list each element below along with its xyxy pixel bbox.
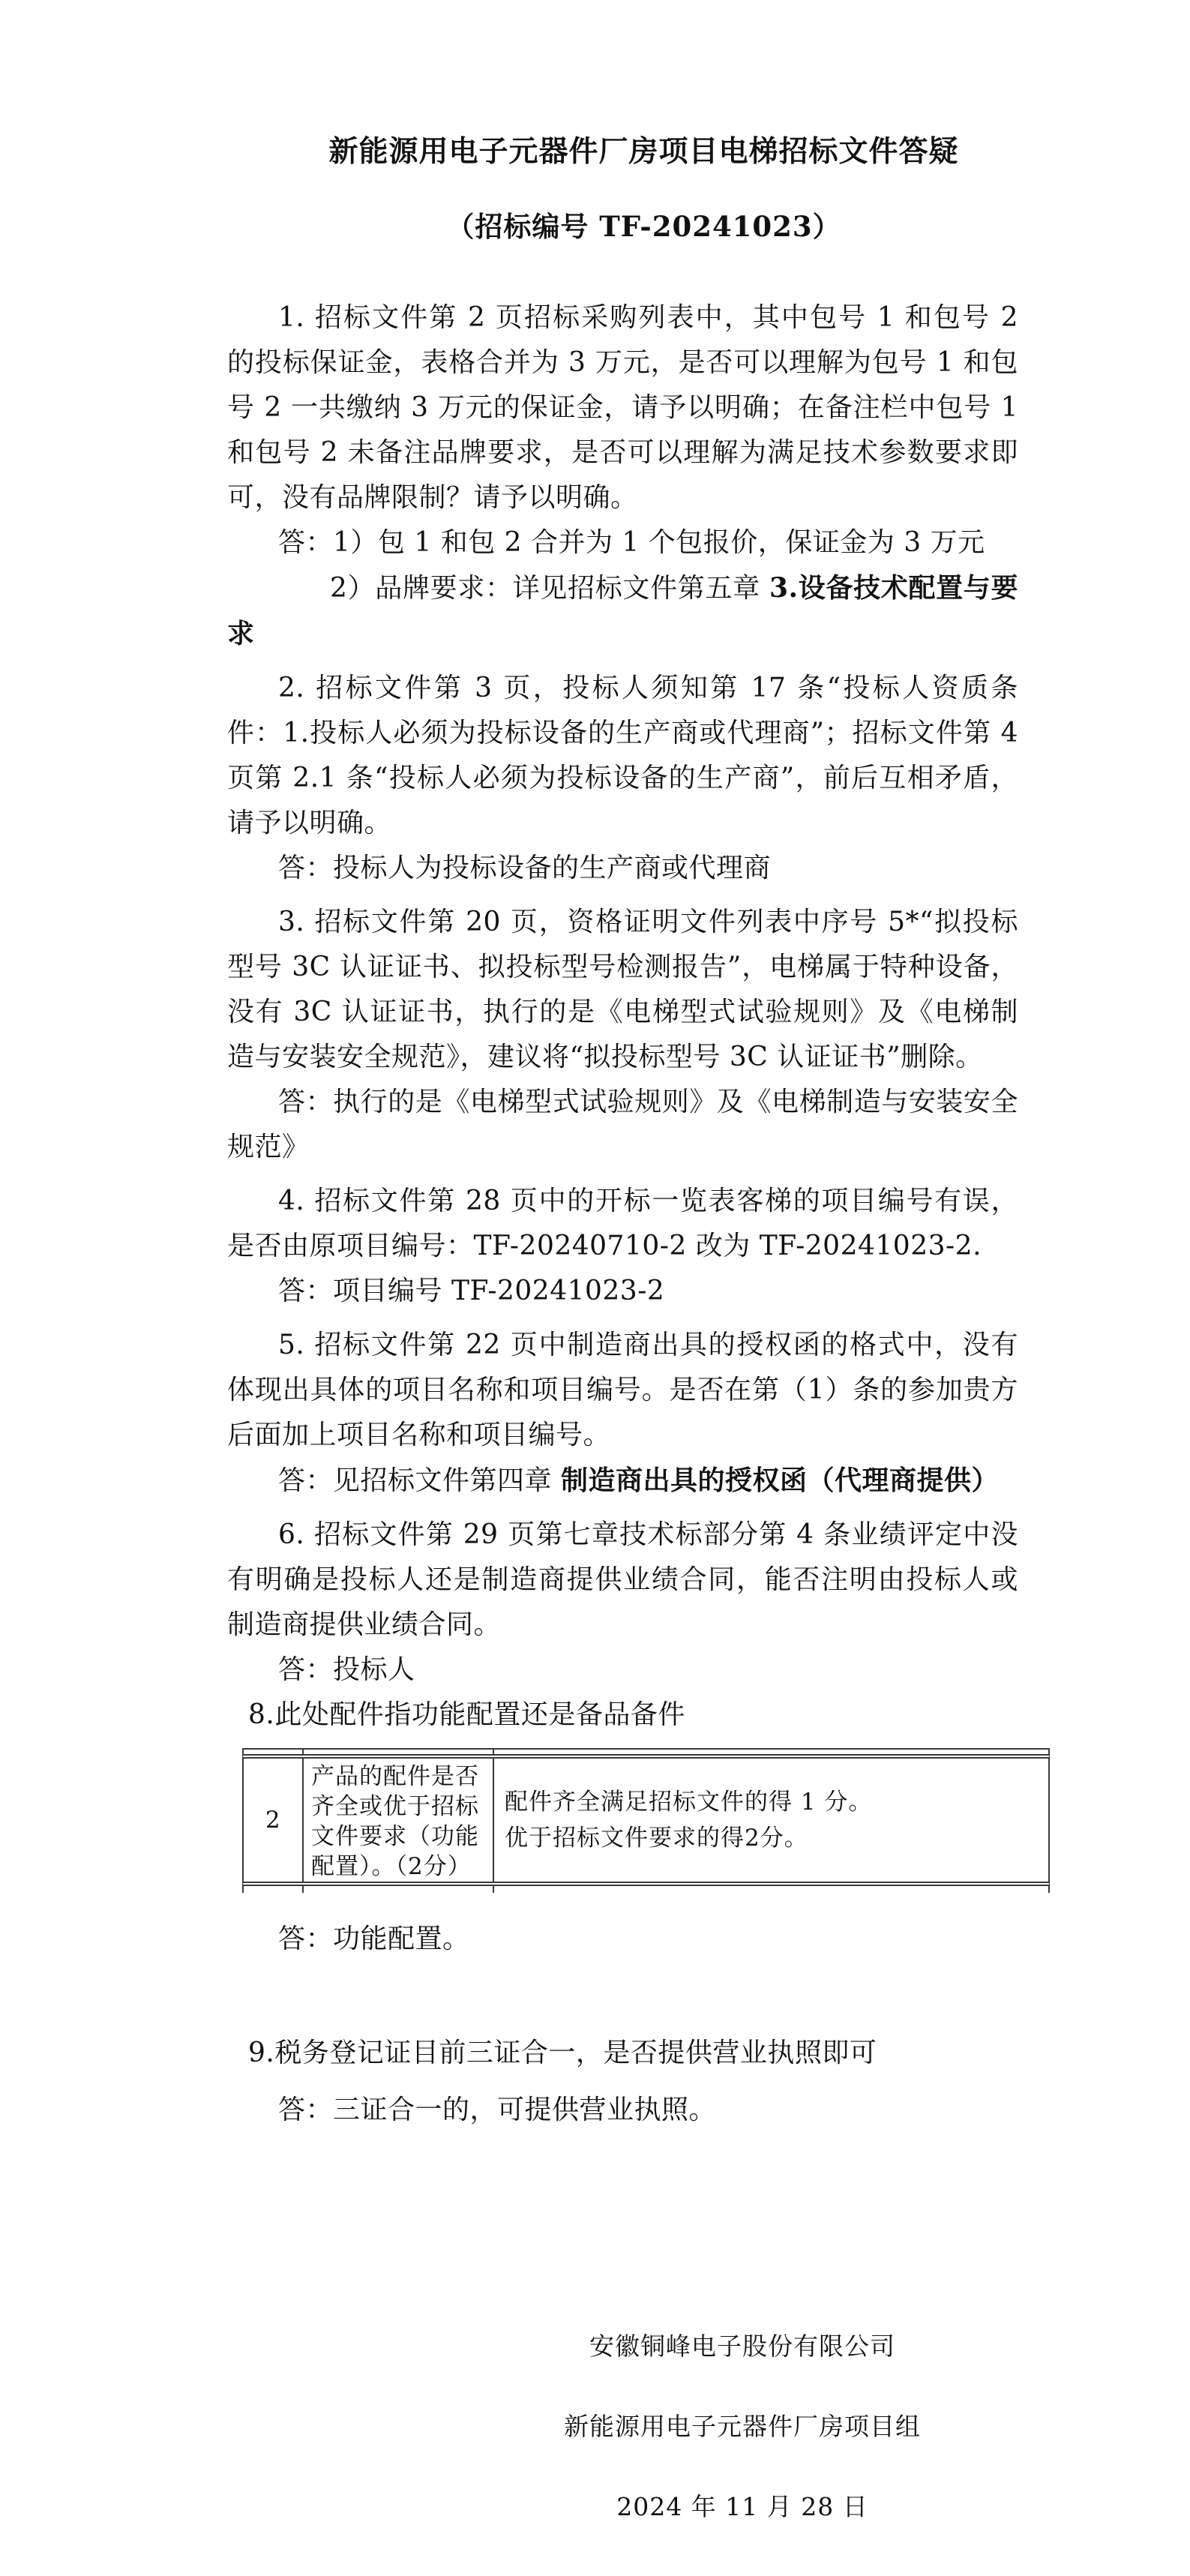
- footer-date: 2024 年 11 月 28 日: [616, 2492, 868, 2521]
- answer-8: 答：功能配置。: [278, 1924, 470, 1954]
- table-row: [242, 1759, 1050, 1886]
- scoring-line-1: 配件齐全满足招标文件的得 1 分。: [505, 1789, 873, 1816]
- table-clipped-row-top: [242, 1748, 1050, 1759]
- answer-1-line-1: 答：1）包 1 和包 2 合并为 1 个包报价，保证金为 3 万元: [278, 527, 985, 558]
- document-header: [0, 0, 1190, 249]
- answer-2: 答：投标人为投标设备的生产商或代理商: [278, 853, 772, 883]
- question-6: 6. 招标文件第 29 页第七章技术标部分第 4 条业绩评定中没有明确是投标人还是制造商提供业绩合同，能否注明由投标人或制造商提供业绩合同。: [227, 1519, 1018, 1640]
- answer-3: 答：执行的是《电梯型式试验规则》及《电梯制造与安装安全规范》: [227, 1087, 1018, 1162]
- answer-9: 答：三证合一的，可提供营业执照。: [278, 2095, 717, 2125]
- question-5: 5. 招标文件第 22 页中制造商出具的授权函的格式中，没有体现出具体的项目名称和项目编号。是否在第（1）条的参加贵方后面加上项目名称和项目编号。: [227, 1330, 1018, 1450]
- answer-4: 答：项目编号 TF-20241023-2: [278, 1276, 665, 1306]
- question-1: 1. 招标文件第 2 页招标采购列表中，其中包号 1 和包号 2 的投标保证金，表格合并为 3 万元，是否可以理解为包号 1 和包号 2 一共缴纳 3 万元的保证金，请予以明确；在备注栏中包号 1 和包号 2 未备注品牌要求，是否可以理解为满足技术参数要求即可，没有品牌限制？请予以明确。: [227, 302, 1018, 513]
- question-2: 2. 招标文件第 3 页，投标人须知第 17 条“投标人资质条件：1.投标人必须为投标设备的生产商或代理商”；招标文件第 4 页第 2.1 条“投标人必须为投标设备的生产商”，前后互相矛盾，请予以明确。: [227, 673, 1018, 838]
- page-title: 新能源用电子元器件厂房项目电梯招标文件答疑: [328, 134, 959, 169]
- table-cell-seq: 2: [244, 1759, 304, 1882]
- answer-6: 答：投标人: [278, 1654, 415, 1685]
- footer-project-group: 新能源用电子元器件厂房项目组: [564, 2412, 921, 2441]
- table-cell-criteria: 产品的配件是否齐全或优于招标文件要求（功能配置）。（2分）: [304, 1759, 494, 1882]
- scoring-line-2: 优于招标文件要求的得2分。: [505, 1825, 808, 1852]
- tender-number-subtitle: （招标编号 TF-20241023）: [446, 210, 841, 243]
- table-clipped-row-bottom: [242, 1886, 1050, 1893]
- footer-company: 安徽铜峰电子股份有限公司: [589, 2332, 895, 2361]
- answer-1-line-2-bold: 3.设备技术配置与要求: [227, 572, 1018, 649]
- score-table: [242, 1748, 1050, 1893]
- question-8: 8.此处配件指功能配置还是备品备件: [248, 1699, 685, 1730]
- answer-1-line-2-text: 2）品牌要求：详见招标文件第五章: [330, 573, 769, 604]
- answer-5-bold: 制造商出具的授权函（代理商提供）: [560, 1465, 999, 1496]
- table-cell-scoring: [494, 1759, 1048, 1882]
- signature-block: [547, 2306, 937, 2547]
- document-body: [227, 295, 1018, 2133]
- question-4: 4. 招标文件第 28 页中的开标一览表客梯的项目编号有误，是否由原项目编号：TF-20240710-2 改为 TF-20241023-2.: [227, 1186, 1018, 1261]
- question-9: 9.税务登记证目前三证合一，是否提供营业执照即可: [248, 2038, 877, 2068]
- answer-5-text: 答：见招标文件第四章: [278, 1465, 561, 1496]
- question-3: 3. 招标文件第 20 页，资格证明文件列表中序号 5*“拟投标型号 3C 认证证书、拟投标型号检测报告”，电梯属于特种设备，没有 3C 认证证书，执行的是《电梯型式试验规则》及《电梯制造与安装安全规范》，建议将“拟投标型号 3C 认证证书”删除。: [227, 907, 1018, 1072]
- answer-5: [227, 1458, 1018, 1504]
- answer-1-line-2: [227, 565, 1018, 657]
